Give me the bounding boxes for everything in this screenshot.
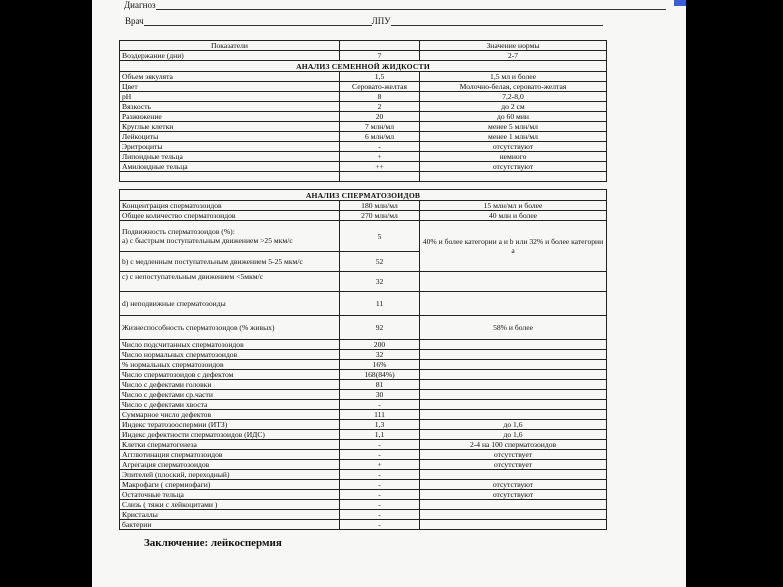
diagnosis-underline <box>156 9 666 10</box>
motility-b-value: 52 <box>340 252 420 272</box>
table-row: Объем эякулята 1,5 1,5 мл и более <box>120 72 607 82</box>
table-row: Амилоидные тельца ++ отсутствуют <box>120 162 607 172</box>
lpu-label: ЛПУ <box>371 16 391 26</box>
table-row <box>120 221 607 252</box>
doctor-underline <box>144 17 372 26</box>
table-row <box>120 272 607 292</box>
table-row: Агглютинация сперматозоидов - отсутствует <box>120 450 607 460</box>
motility-b-label: b) с медленным поступательным движением 5-25 мкм/с <box>120 252 340 272</box>
abstinence-value: 7 <box>340 51 420 61</box>
table-row: % нормальных сперматозоидов 16% <box>120 360 607 370</box>
table-row: Индекс дефектности сперматозоидов (ИДС) 1,1 до 1,6 <box>120 430 607 440</box>
motility-d-label: d) неподвижные сперматозоиды <box>120 292 340 316</box>
diagnosis-label: Диагноз <box>124 0 156 10</box>
table-row: Эпителей (плоский, переходный) - <box>120 470 607 480</box>
table-row: Эритроциты - отсутствуют <box>120 142 607 152</box>
table-row: Число подсчитанных сперматозоидов 200 <box>120 340 607 350</box>
table-row: Число с дефектами головки 81 <box>120 380 607 390</box>
header-value <box>340 41 420 51</box>
table-row: Суммарное число дефектов 111 <box>120 410 607 420</box>
table-row: Круглые клетки 7 млн/мл менее 5 млн/мл <box>120 122 607 132</box>
abstinence-norm: 2-7 <box>420 51 607 61</box>
motility-norm: 40% и более категории a и b или 32% и более категории a <box>420 221 607 272</box>
table-row: Число с дефектами ср.части 30 <box>120 390 607 400</box>
table-row: Вязкость 2 до 2 см <box>120 102 607 112</box>
table-row: Агрегация сперматозоидов + отсутствует <box>120 460 607 470</box>
section-title-spermatozoa: АНАЛИЗ СПЕРМАТОЗОИДОВ <box>120 190 607 201</box>
abstinence-label: Воздержание (дни) <box>120 51 340 61</box>
table-row: Число с дефектами хвоста - <box>120 400 607 410</box>
motility-title: Подвижность сперматозоидов (%): <box>122 227 235 236</box>
header-norm: Значение нормы <box>420 41 607 51</box>
motility-c-label: c) с непоступательным движением <5мкм/с <box>120 272 340 292</box>
blue-ink-mark <box>674 0 686 6</box>
motility-a-label: а) с быстрым поступательным движением >25 мкм/с <box>122 236 293 245</box>
table-row: Кристаллы - <box>120 510 607 520</box>
table-row <box>120 292 607 316</box>
table-row: бактерии - <box>120 520 607 530</box>
table-row: Общее количество сперматозоидов 270 млн/мл 40 млн и более <box>120 211 607 221</box>
table-row: Лейкоциты 6 млн/мл менее 1 млн/мл <box>120 132 607 142</box>
seminal-fluid-table <box>119 40 607 182</box>
table-row: Макрофаги ( спермиофаги) - отсутствуют <box>120 480 607 490</box>
viability-value: 92 <box>340 316 420 340</box>
motility-c-value: 32 <box>340 272 420 292</box>
section-title-seminal-fluid: АНАЛИЗ СЕМЕННОЙ ЖИДКОСТИ <box>120 61 607 72</box>
table-row: pH 8 7,2-8,0 <box>120 92 607 102</box>
table-row: Цвет Серовато-желтая Молочно-белая, серовато-желтая <box>120 82 607 92</box>
table-row <box>120 51 607 61</box>
conclusion-text: Заключение: лейкоспермия <box>144 537 282 549</box>
table-row: Остаточные тельца - отсутствуют <box>120 490 607 500</box>
header-indicators: Показатели <box>120 41 340 51</box>
table-row: Разжижение 20 до 60 мин <box>120 112 607 122</box>
doctor-line <box>125 16 603 26</box>
motility-d-value: 11 <box>340 292 420 316</box>
table-row: Концентрация сперматозоидов 180 млн/мл 15 млн/мл и более <box>120 201 607 211</box>
table-row <box>120 316 607 340</box>
table-row: Липоидные тельца + немного <box>120 152 607 162</box>
diagnosis-line <box>124 0 666 10</box>
spermatozoa-table <box>119 189 607 530</box>
table-row: Клетки сперматогенеза - 2-4 на 100 сперматозоидов <box>120 440 607 450</box>
table-row: Число сперматозоидов с дефектом 168(84%) <box>120 370 607 380</box>
viability-norm: 58% и более <box>420 316 607 340</box>
document-page <box>92 0 686 587</box>
table-row: Число нормальных сперматозоидов 32 <box>120 350 607 360</box>
table-row <box>120 172 607 182</box>
viability-label: Жизнеспособность сперматозоидов (% живых) <box>120 316 340 340</box>
motility-a-value: 5 <box>340 221 420 252</box>
table-row: Слизь ( тяжи с лейкоцитами ) - <box>120 500 607 510</box>
doctor-label: Врач <box>125 16 144 26</box>
lpu-underline <box>391 17 603 26</box>
table-row: Индекс тератозооспермии (ИТЗ) 1,3 до 1,6 <box>120 420 607 430</box>
